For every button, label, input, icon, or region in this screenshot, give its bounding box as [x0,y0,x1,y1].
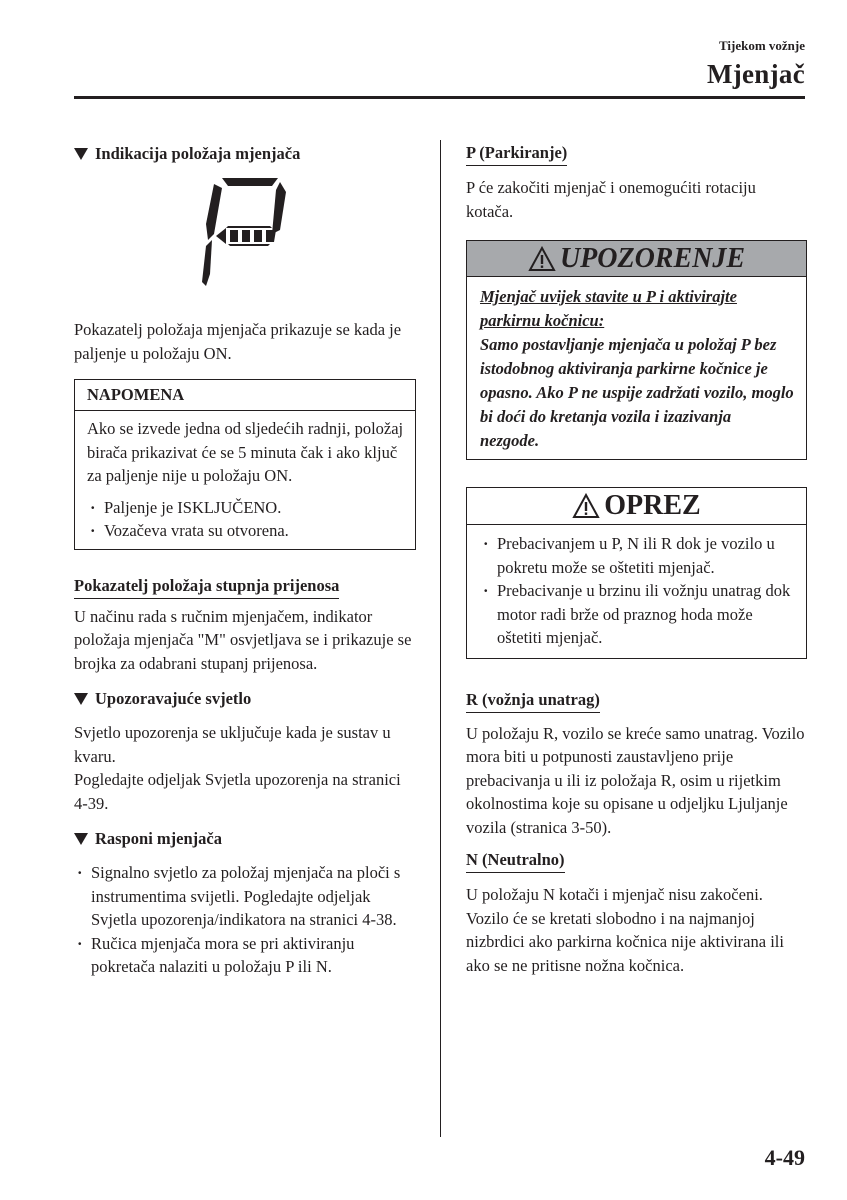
subheading-r-reverse: R (vožnja unatrag) [466,689,600,713]
left-column [74,142,416,979]
warning-instruction: Mjenjač uvijek stavite u P i aktivirajte parkirnu kočnicu: [480,287,737,330]
caution-box [466,487,807,659]
caution-bullet-list [480,532,796,650]
segment-p-icon [200,174,290,290]
list-item: · Prebacivanje u brzinu ili vožnju unatrag dok motor radi brže od praznog hoda može oštetiti mjenjač. [480,579,796,650]
page-title: Mjenjač [706,59,805,89]
column-divider [440,140,441,1137]
list-item: · Paljenje je ISKLJUČENO. [87,496,405,520]
section-heading-text: Indikacija položaja mjenjača [95,144,301,163]
running-head [707,38,805,90]
triangle-bullet-icon [74,833,88,845]
warning-light-reference: Pogledajte odjeljak Svjetla upozorenja na stranici 4-39. [74,770,401,813]
gear-indicator-display [74,166,416,318]
subheading-gear-indicator: Pokazatelj položaja stupnja prijenosa [74,575,339,599]
warning-triangle-icon [528,246,556,272]
note-title: NAPOMENA [75,380,415,411]
right-column [466,142,807,977]
list-item: · Vozačeva vrata su otvorena. [87,519,405,543]
subheading-p-park: P (Parkiranje) [466,142,567,166]
chapter-label: Tijekom vožnje [718,38,805,53]
header-rule [74,96,805,99]
list-item: · Prebacivanjem u P, N ili R dok je vozilo u pokretu može se oštetiti mjenjač. [480,532,796,579]
section-heading-ranges [74,827,416,851]
warning-body [467,277,806,459]
section-heading-text: Upozoravajuće svjetlo [95,689,252,708]
list-item: · Ručica mjenjača mora se pri aktiviranju pokretača nalaziti u položaju P ili N. [74,932,416,979]
page-number: 4-49 [764,1145,805,1170]
note-bullet-list [87,496,405,543]
list-item: · Signalno svjetlo za položaj mjenjača na ploči s instrumentima svijetli. Pogledajte odjeljak Svjetla upozorenja/indikatora na stranici 4-38. [74,861,416,932]
indicator-description: Pokazatelj položaja mjenjača prikazuje se kada je paljenje u položaju ON. [74,320,402,363]
note-text: Ako se izvede jedna od sljedećih radnji, položaj birača prikazivat će se 5 minuta čak i ako ključ za paljenje nije u položaju ON. [87,419,404,485]
subheading-n-neutral: N (Neutralno) [466,849,565,873]
caution-triangle-icon [572,493,600,519]
r-reverse-text: U položaju R, vozilo se kreće samo unatrag. Vozilo mora biti u potpunosti zaustavljeno prije prebacivanja u ili iz položaja R, osim u rijetkim okolnostima koje su opisane u odjeljku Ljuljanje vozila (stranica 3-50). [466,723,805,837]
section-heading-warning-light [74,687,416,711]
triangle-bullet-icon [74,693,88,705]
caution-header [467,488,806,525]
warning-text: Samo postavljanje mjenjača u položaj P bez istodobnog aktiviranja parkirne kočnice je opasno. Ako P ne uspije zadržati vozilo, moglo bi doći do kretanja vozila i izazivanja nezgode. [480,335,794,450]
note-body [75,411,415,549]
n-neutral-text: U položaju N kotači i mjenjač nisu zakočeni. Vozilo će se kretati slobodno i na najmanjoj nizbrdici ako parkirna kočnica nije aktivirana ili ako se ne pritisne nožna kočnica. [466,885,784,975]
p-park-text: P će zakočiti mjenjač i onemogućiti rotaciju kotača. [466,178,756,221]
section-heading-indication [74,142,416,166]
caution-body [467,525,806,658]
gear-indicator-text: U načinu rada s ručnim mjenjačem, indikator položaja mjenjača "M" osvjetljava se i prikazuje se brojka za odabrani stupanj prijenosa. [74,606,412,673]
ranges-bullet-list [74,861,416,979]
warning-label: UPOZORENJE [559,242,746,274]
warning-header [467,241,806,277]
caution-label: OPREZ [604,490,701,521]
section-heading-text: Rasponi mjenjača [95,829,222,848]
warning-light-text: Svjetlo upozorenja se uključuje kada je sustav u kvaru. [74,723,391,766]
warning-box [466,240,807,460]
triangle-bullet-icon [74,148,88,160]
note-box [74,379,416,550]
